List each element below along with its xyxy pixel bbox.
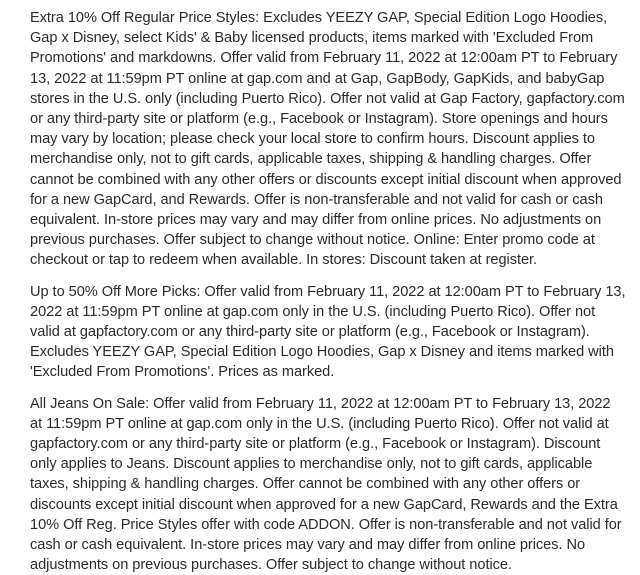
terms-paragraph-extra-10-off: Extra 10% Off Regular Price Styles: Excludes YEEZY GAP, Special Edition Logo Hoodies, Gap x Disney, select Kids' & Baby licensed products, items marked with 'Excluded From Promotions' and markdowns. Offer valid from February 11, 2022 at 12:00am PT to February 13, 2022 at 11:59pm PT online at gap.com and at Gap, GapBody, GapKids, and babyGap stores in the U.S. only (including Puerto Rico). Offer not valid at Gap Factory, gapfactory.com or any third-party site or platform (e.g., Facebook or Instagram). Store openings and hours may vary by location; please check your local store to confirm hours. Discount applies to merchandise only, not to gift cards, applicable taxes, shipping & handling charges. Offer cannot be combined with any other offers or discounts except initial discount when approved for a new GapCard, and Rewards. Offer is non-transferable and not valid for cash or cash equivalent. In-store prices may vary and may differ from online prices. No adjustments on previous purchases. Offer subject to change without notice. Online: Enter promo code at checkout or tap to redeem when available. In stores: Discount taken at register. xyxy=(30,10,625,269)
terms-paragraph-up-to-50-off: Up to 50% Off More Picks: Offer valid from February 11, 2022 at 12:00am PT to February 13, 2022 at 11:59pm PT online at gap.com only in the U.S. (including Puerto Rico). Offer not valid at gapfactory.com or any third-party site or platform (e.g., Facebook or Instagram). Excludes YEEZY GAP, Special Edition Logo Hoodies, Gap x Disney and items marked with 'Excluded From Promotions'. Prices as marked. xyxy=(30,283,626,381)
terms-paragraph-all-jeans-sale: All Jeans On Sale: Offer valid from February 11, 2022 at 12:00am PT to February 13, 2022 at 11:59pm PT online at gap.com only in the U.S. (including Puerto Rico). Offer not valid at gapfactory.com or any third-party site or platform (e.g., Facebook or Instagram). Discount only applies to Jeans. Discount applies to merchandise only, not to gift cards, applicable taxes, shipping & handling charges. Offer cannot be combined with any other offers or discounts except initial discount when approved for a new GapCard, Rewards and the Extra 10% Off Reg. Price Styles offer with code ADDON. Offer is non-transferable and not valid for cash or cash equivalent. In-store prices may vary and may differ from online prices. No adjustments on previous purchases. Offer subject to change without notice. xyxy=(30,395,622,574)
